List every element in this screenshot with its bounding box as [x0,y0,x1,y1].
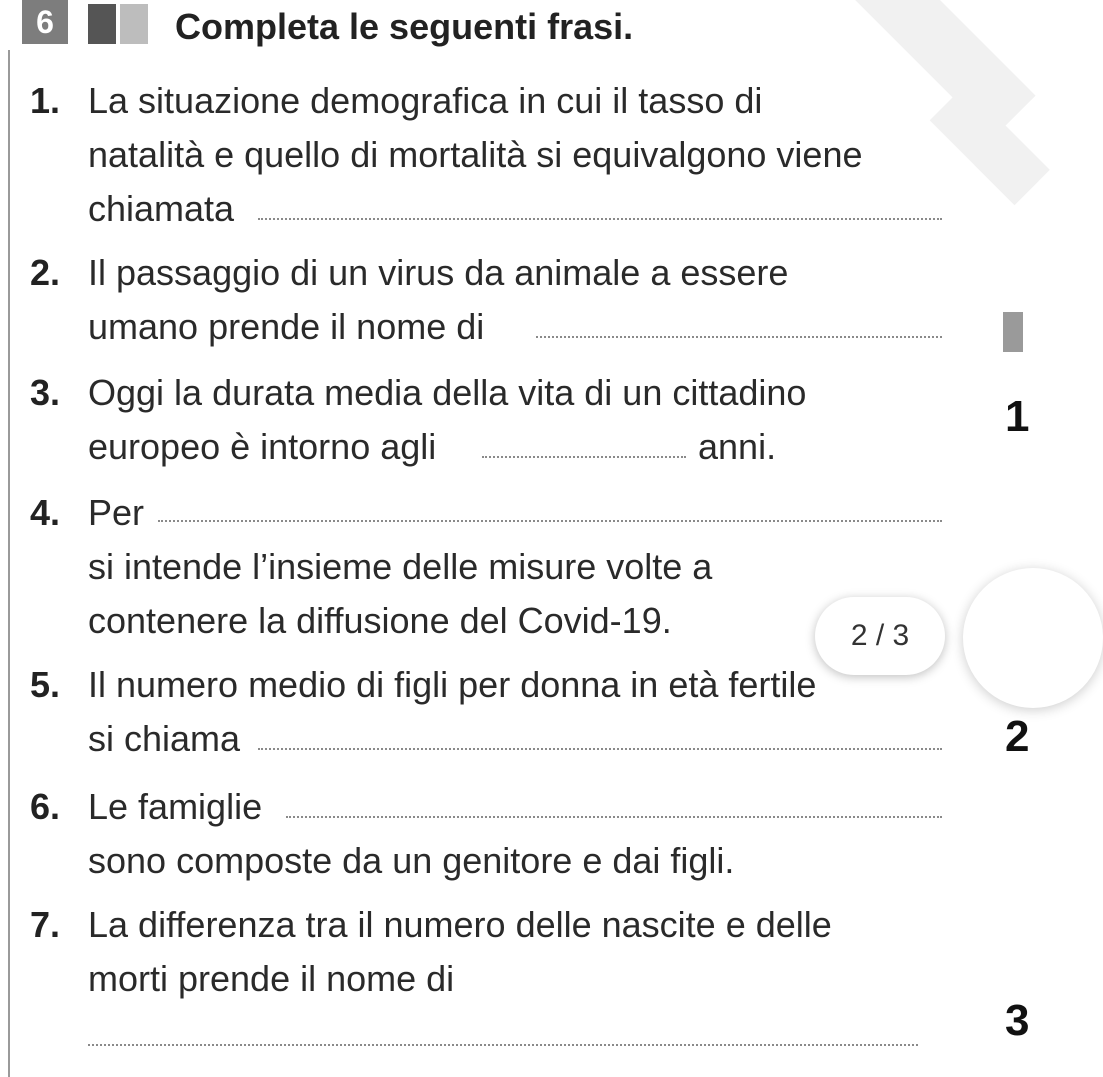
item-text: Il numero medio di figli per donna in età fertile [88,664,817,705]
item-number: 2. [30,252,61,293]
item-text: morti prende il nome di [88,958,455,999]
answer-blank[interactable] [88,1044,918,1046]
item-text: Le famiglie [88,786,263,827]
answer-blank[interactable] [536,336,942,338]
item-number: 7. [30,904,61,945]
item-text: La situazione demografica in cui il tasso di [88,80,763,121]
item-text: si intende l’insieme delle misure volte a [88,546,713,587]
answer-blank[interactable] [286,816,942,818]
difficulty-bar-filled [88,4,116,44]
exercise-number-badge [22,0,68,44]
item-text: chiamata [88,188,235,229]
edge-fragment: 1 [1005,392,1030,441]
edge-fragment: 2 [1005,712,1030,761]
item-text: umano prende il nome di [88,306,485,347]
item-text: sono composte da un genitore e dai figli. [88,840,735,881]
page-indicator: 2 / 3 [815,597,945,675]
item-number: 4. [30,492,61,533]
item-number: 1. [30,80,61,121]
answer-blank[interactable] [482,456,686,458]
item-text: anni. [698,426,777,467]
difficulty-bar-empty [120,4,148,44]
exercise-title: Completa le seguenti frasi. [175,6,634,47]
item-text: si chiama [88,718,241,759]
item-number: 5. [30,664,61,705]
left-margin-rule [8,50,10,1077]
item-text: europeo è intorno agli [88,426,437,467]
item-text: Per [88,492,145,533]
exercise-number: 6 [36,3,54,40]
item-number: 6. [30,786,61,827]
item-number: 3. [30,372,61,413]
item-text: contenere la diffusione del Covid-19. [88,600,672,641]
item-text: La differenza tra il numero delle nascite e delle [88,904,832,945]
item-text: Oggi la durata media della vita di un cittadino [88,372,807,413]
item-text: Il passaggio di un virus da animale a essere [88,252,789,293]
item-text: natalità e quello di mortalità si equivalgono viene [88,134,863,175]
answer-blank[interactable] [258,748,942,750]
answer-blank[interactable] [258,218,942,220]
edge-fragment: 3 [1005,996,1030,1045]
next-page-button[interactable] [963,568,1103,708]
answer-blank[interactable] [158,520,942,522]
edge-fragment-box [1003,312,1023,352]
